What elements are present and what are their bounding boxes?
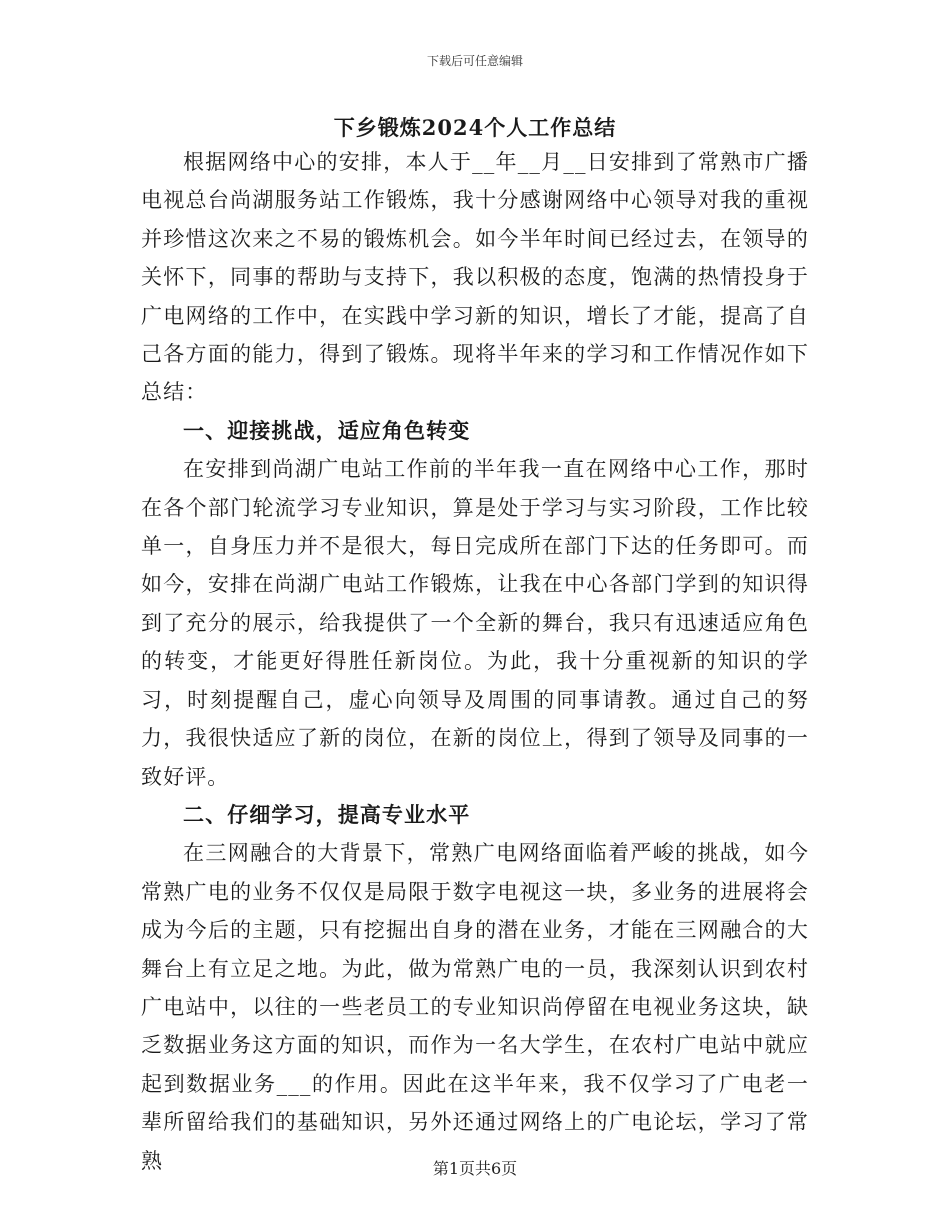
document-title: 下乡锻炼2024个人工作总结: [333, 115, 617, 140]
header-note: 下载后可任意编辑: [426, 54, 523, 68]
page-number-footer: 第1页共6页: [432, 1159, 518, 1178]
paragraph-section-1: 在安排到尚湖广电站工作前的半年我一直在网络中心工作，那时在各个部门轮流学习专业知识，算是处于学习与实习阶段，工作比较单一，自身压力并不是很大，每日完成所在部门下达的任务即可。而如今，安排在尚湖广电站工作锻炼，让我在中心各部门学到的知识得到了充分的展示，给我提供了一个全新的舞台，我只有迅速适应角色的转变，才能更好得胜任新岗位。为此，我十分重视新的知识的学习，时刻提醒自己，虚心向领导及周围的同事请教。通过自己的努力，我很快适应了新的岗位，在新的岗位上，得到了领导及同事的一致好评。: [141, 457, 809, 789]
section-heading-2: 二、仔细学习，提高专业水平: [183, 801, 471, 827]
paragraph-section-2: 在三网融合的大背景下，常熟广电网络面临着严峻的挑战，如今常熟广电的业务不仅仅是局限于数字电视这一块，多业务的进展将会成为今后的主题，只有挖掘出自身的潜在业务，才能在三网融合的大舞台上有立足之地。为此，做为常熟广电的一员，我深刻认识到农村广电站中，以往的一些老员工的专业知识尚停留在电视业务这块，缺乏数据业务这方面的知识，而作为一名大学生，在农村广电站中就应起到数据业务___的作用。因此在这半年来，我不仅学习了广电老一辈所留给我们的基础知识，另外还通过网络上的广电论坛，学习了常熟: [141, 841, 809, 1173]
paragraph-intro: 根据网络中心的安排，本人于__年__月__日安排到了常熟市广播电视总台尚湖服务站工作锻炼，我十分感谢网络中心领导对我的重视并珍惜这次来之不易的锻炼机会。如今半年时间已经过去，在领导的关怀下，同事的帮助与支持下，我以积极的态度，饱满的热情投身于广电网络的工作中，在实践中学习新的知识，增长了才能，提高了自己各方面的能力，得到了锻炼。现将半年来的学习和工作情况作如下总结：: [141, 150, 809, 405]
document-body: [141, 143, 809, 1180]
section-heading-1: 一、迎接挑战，适应角色转变: [183, 417, 471, 443]
